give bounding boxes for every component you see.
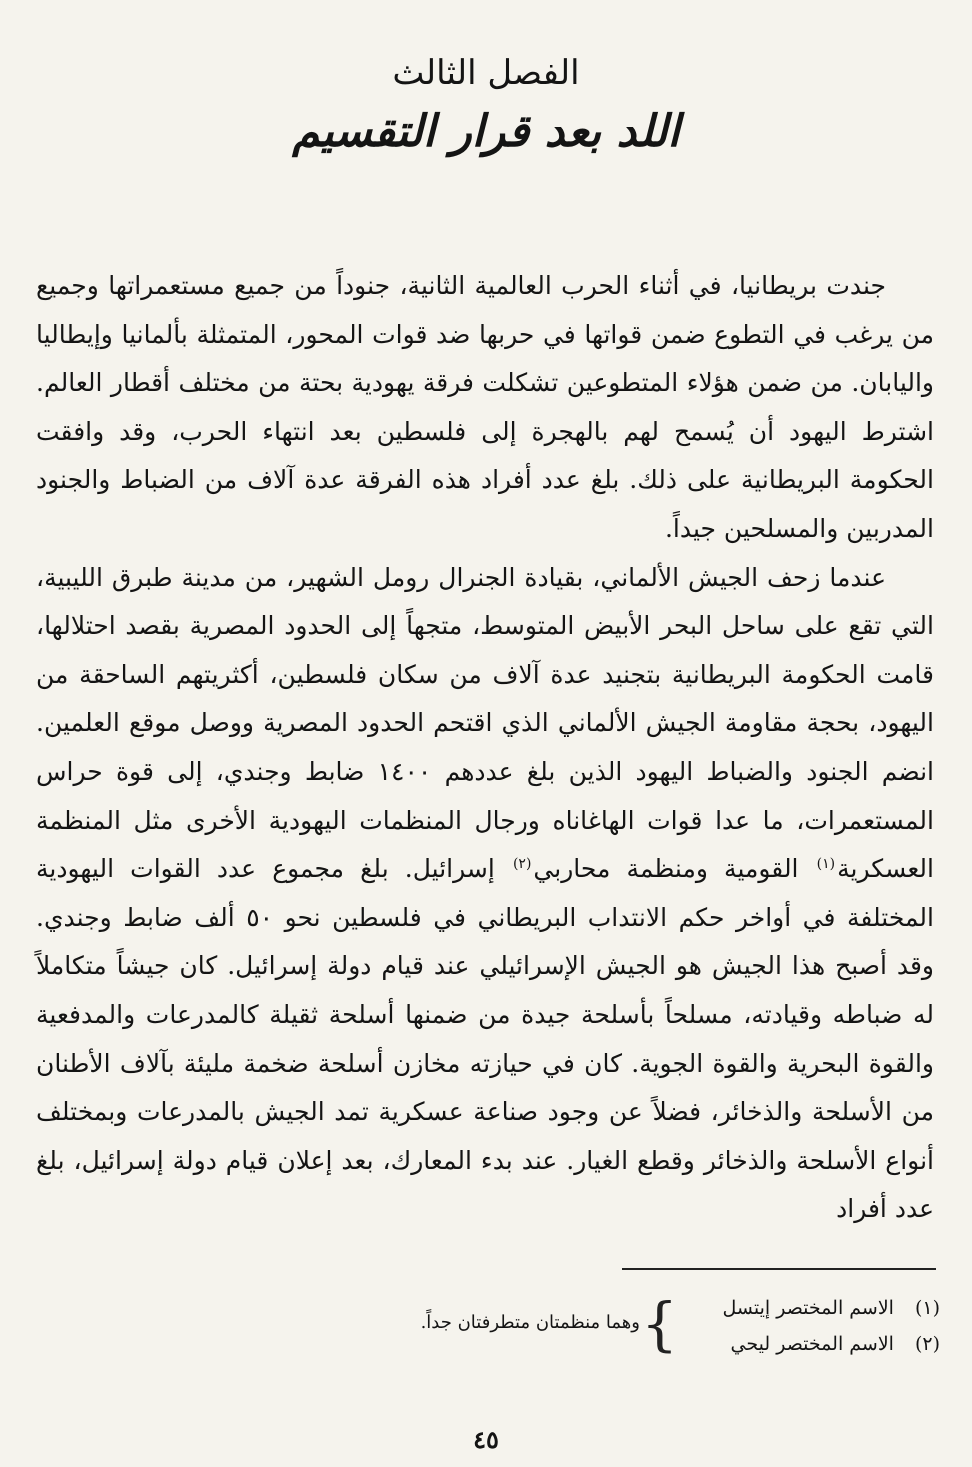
page-number: ٤٥ [473, 1425, 499, 1454]
footnote-ref-2[interactable]: (٢) [512, 855, 532, 872]
paragraph-2-part-2: القومية ومنظمة محاربي [533, 854, 799, 884]
footnote-item [660, 1290, 940, 1326]
footnote-shared-note: وهما منظمتان متطرفتان جداً. [420, 1312, 640, 1333]
footnote-number: (٢) [914, 1333, 940, 1355]
footnote-text: الاسم المختصر ليحي [730, 1333, 894, 1355]
footnote-item [660, 1326, 940, 1362]
footnote-number: (١) [914, 1297, 940, 1319]
footnote-ref-1[interactable]: (١) [816, 855, 836, 872]
footnotes [300, 1290, 940, 1370]
chapter-heading [0, 50, 972, 162]
paragraph-2 [36, 554, 934, 1234]
footnote-list [660, 1290, 940, 1362]
paragraph-1: جندت بريطانيا، في أثناء الحرب العالمية الثانية، جنوداً من جميع مستعمراتها وجميع من يرغب في التطوع ضمن قواتها في حربها ضد قوات المحور، المتمثلة بألمانيا وإيطاليا واليابان. من ضمن هؤلاء المتطوعين تشكلت فرقة يهودية بحتة من مختلف أقطار العالم. اشترط اليهود أن يُسمح لهم بالهجرة إلى فلسطين بعد انتهاء الحرب، وقد وافقت الحكومة البريطانية على ذلك. بلغ عدد أفراد هذه الفرقة عدة آلاف من الضباط والجنود المدربين والمسلحين جيداً. [36, 271, 934, 543]
footnote-divider [622, 1268, 936, 1270]
body-text [36, 262, 934, 1234]
chapter-title: اللد بعد قرار التقسيم [292, 106, 680, 157]
footnote-brace: } [641, 1290, 678, 1358]
footnote-text: الاسم المختصر إيتسل [722, 1297, 894, 1319]
chapter-number: الفصل الثالث [392, 53, 580, 93]
paragraph-2-part-3: إسرائيل. بلغ مجموع عدد القوات اليهودية المختلفة في أواخر حكم الانتداب البريطاني في فلسطين نحو ٥٠ ألف ضابط وجندي. وقد أصبح هذا الجيش هو الجيش الإسرائيلي عند قيام دولة إسرائيل. كان جيشاً متكاملاً له ضباطه وقيادته، مسلحاً بأسلحة جيدة من ضمنها أسلحة ثقيلة كالمدرعات والمدفعية والقوة البحرية والقوة الجوية. كان في حيازته مخازن أسلحة ضخمة مليئة بآلاف الأطنان من الأسلحة والذخائر، فضلاً عن وجود صناعة عسكرية تمد الجيش بالمدرعات وبمختلف أنواع الأسلحة والذخائر وقطع الغيار. عند بدء المعارك، بعد إعلان قيام دولة إسرائيل، بلغ عدد أفراد [36, 854, 934, 1224]
paragraph-2-part-1: عندما زحف الجيش الألماني، بقيادة الجنرال رومل الشهير، من مدينة طبرق الليبية، التي تقع على ساحل البحر الأبيض المتوسط، متجهاً إلى الحدود المصرية بقصد احتلالها، قامت الحكومة البريطانية بتجنيد عدة آلاف من سكان فلسطين، أكثريتهم الساحقة من اليهود، بحجة مقاومة الجيش الألماني الذي اقتحم الحدود المصرية ووصل موقع العلمين. انضم الجنود والضباط اليهود الذين بلغ عددهم ١٤٠٠ ضابط وجندي، إلى قوة حراس المستعمرات، ما عدا قوات الهاغاناه ورجال المنظمات اليهودية الأخرى مثل المنظمة العسكرية [36, 562, 934, 884]
